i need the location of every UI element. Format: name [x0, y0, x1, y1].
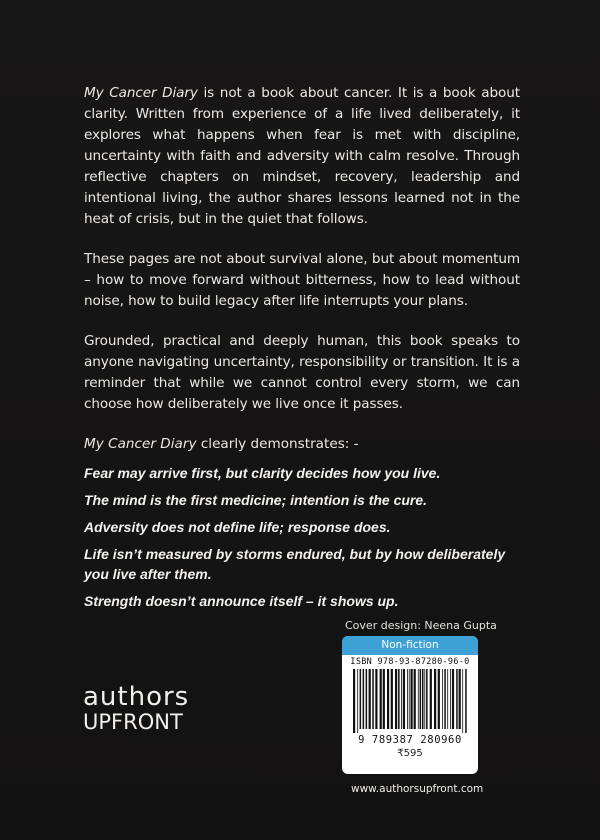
quote-list — [84, 463, 520, 611]
barcode-bar — [422, 669, 424, 729]
barcode-bar — [403, 669, 405, 729]
blurb-paragraph-2: These pages are not about survival alone, but about momentum – how to move forward without bitterness, how to lead without noise, how to build legacy after life interrupts your plans. — [84, 251, 520, 309]
barcode-bar — [462, 669, 463, 733]
barcode-bar — [372, 669, 374, 729]
barcode-bar — [375, 669, 377, 729]
quote-item: Life isn’t measured by storms endured, but by how deliberately you live after them. — [84, 546, 506, 582]
barcode-card — [342, 636, 478, 774]
book-title-italic: My Cancer Diary — [84, 85, 198, 101]
barcode-bar — [424, 669, 425, 729]
blurb-paragraph-3: Grounded, practical and deeply human, this book speaks to anyone navigating uncertainty, responsibility or transition. It is a reminder that while we cannot control every storm, we can choose how deliberately we live once it passes. — [84, 333, 520, 412]
barcode-bar — [459, 669, 461, 729]
barcode-bar — [357, 669, 358, 733]
barcode-bar — [387, 669, 389, 729]
isbn-label: ISBN 978-93-87280-96-0 — [350, 657, 470, 667]
barcode-bar — [363, 669, 365, 729]
barcode-bar — [401, 669, 402, 729]
barcode-bar — [409, 669, 410, 729]
barcode-bar — [391, 669, 393, 729]
quote-item: Fear may arrive first, but clarity decides how you live. — [84, 465, 441, 481]
barcode-bar — [418, 669, 419, 729]
barcode-bar — [426, 669, 428, 729]
demonstrates-text: clearly demonstrates: - — [196, 436, 359, 452]
barcode-bar — [380, 669, 382, 729]
barcode-bar — [360, 669, 362, 729]
barcode-bar — [407, 669, 408, 729]
book-title-italic: My Cancer Diary — [84, 436, 197, 452]
publisher-logo-line2: UPFRONT — [83, 710, 183, 734]
quote-item: The mind is the first medicine; intention is the cure. — [84, 492, 428, 508]
barcode-image — [351, 669, 469, 733]
barcode-bar — [383, 669, 385, 729]
barcode-bar — [395, 669, 397, 729]
barcode-bar — [420, 669, 422, 729]
publisher-website: www.authorsupfront.com — [351, 783, 484, 795]
barcode-bar — [456, 669, 458, 729]
price-label: ₹595 — [397, 748, 423, 759]
barcode-bar — [438, 669, 440, 729]
barcode-bar — [414, 669, 416, 729]
barcode-bar — [398, 669, 400, 729]
category-band: Non-fiction — [342, 636, 478, 655]
barcode-bar — [452, 669, 454, 729]
barcode-bar — [369, 669, 371, 729]
barcode-bar — [411, 669, 413, 729]
barcode-bar — [434, 669, 436, 729]
blurb-paragraph-1-text: is not a book about cancer. It is a book about clarity. Written from experience of a life lived deliberately, it explores what happens when fear is met with discipline, uncertainty with faith and adversity with calm resolve. Through reflective chapters on mindset, recovery, leadership and intentional living, the author shares lessons learned not in the heat of crisis, but in the quiet that follows. — [84, 85, 520, 227]
barcode-number: 9 789387 280960 — [358, 734, 462, 746]
barcode-bar — [450, 669, 451, 729]
quote-item: Strength doesn’t announce itself – it shows up. — [84, 593, 399, 609]
blurb — [84, 83, 520, 618]
publisher-logo — [83, 683, 189, 733]
barcode-bar — [353, 669, 355, 733]
demonstrates-intro — [84, 434, 520, 455]
barcode-bar — [447, 669, 448, 729]
barcode-bar — [366, 669, 368, 729]
barcode-bar — [444, 669, 446, 729]
quote-item: Adversity does not define life; response does. — [84, 519, 391, 535]
cover-design-credit: Cover design: Neena Gupta — [345, 619, 497, 632]
barcode-bar — [465, 669, 467, 733]
blurb-paragraph-1 — [84, 83, 520, 230]
barcode-bar — [442, 669, 443, 729]
barcode-bar — [430, 669, 432, 729]
publisher-logo-line1: authors — [83, 682, 190, 712]
